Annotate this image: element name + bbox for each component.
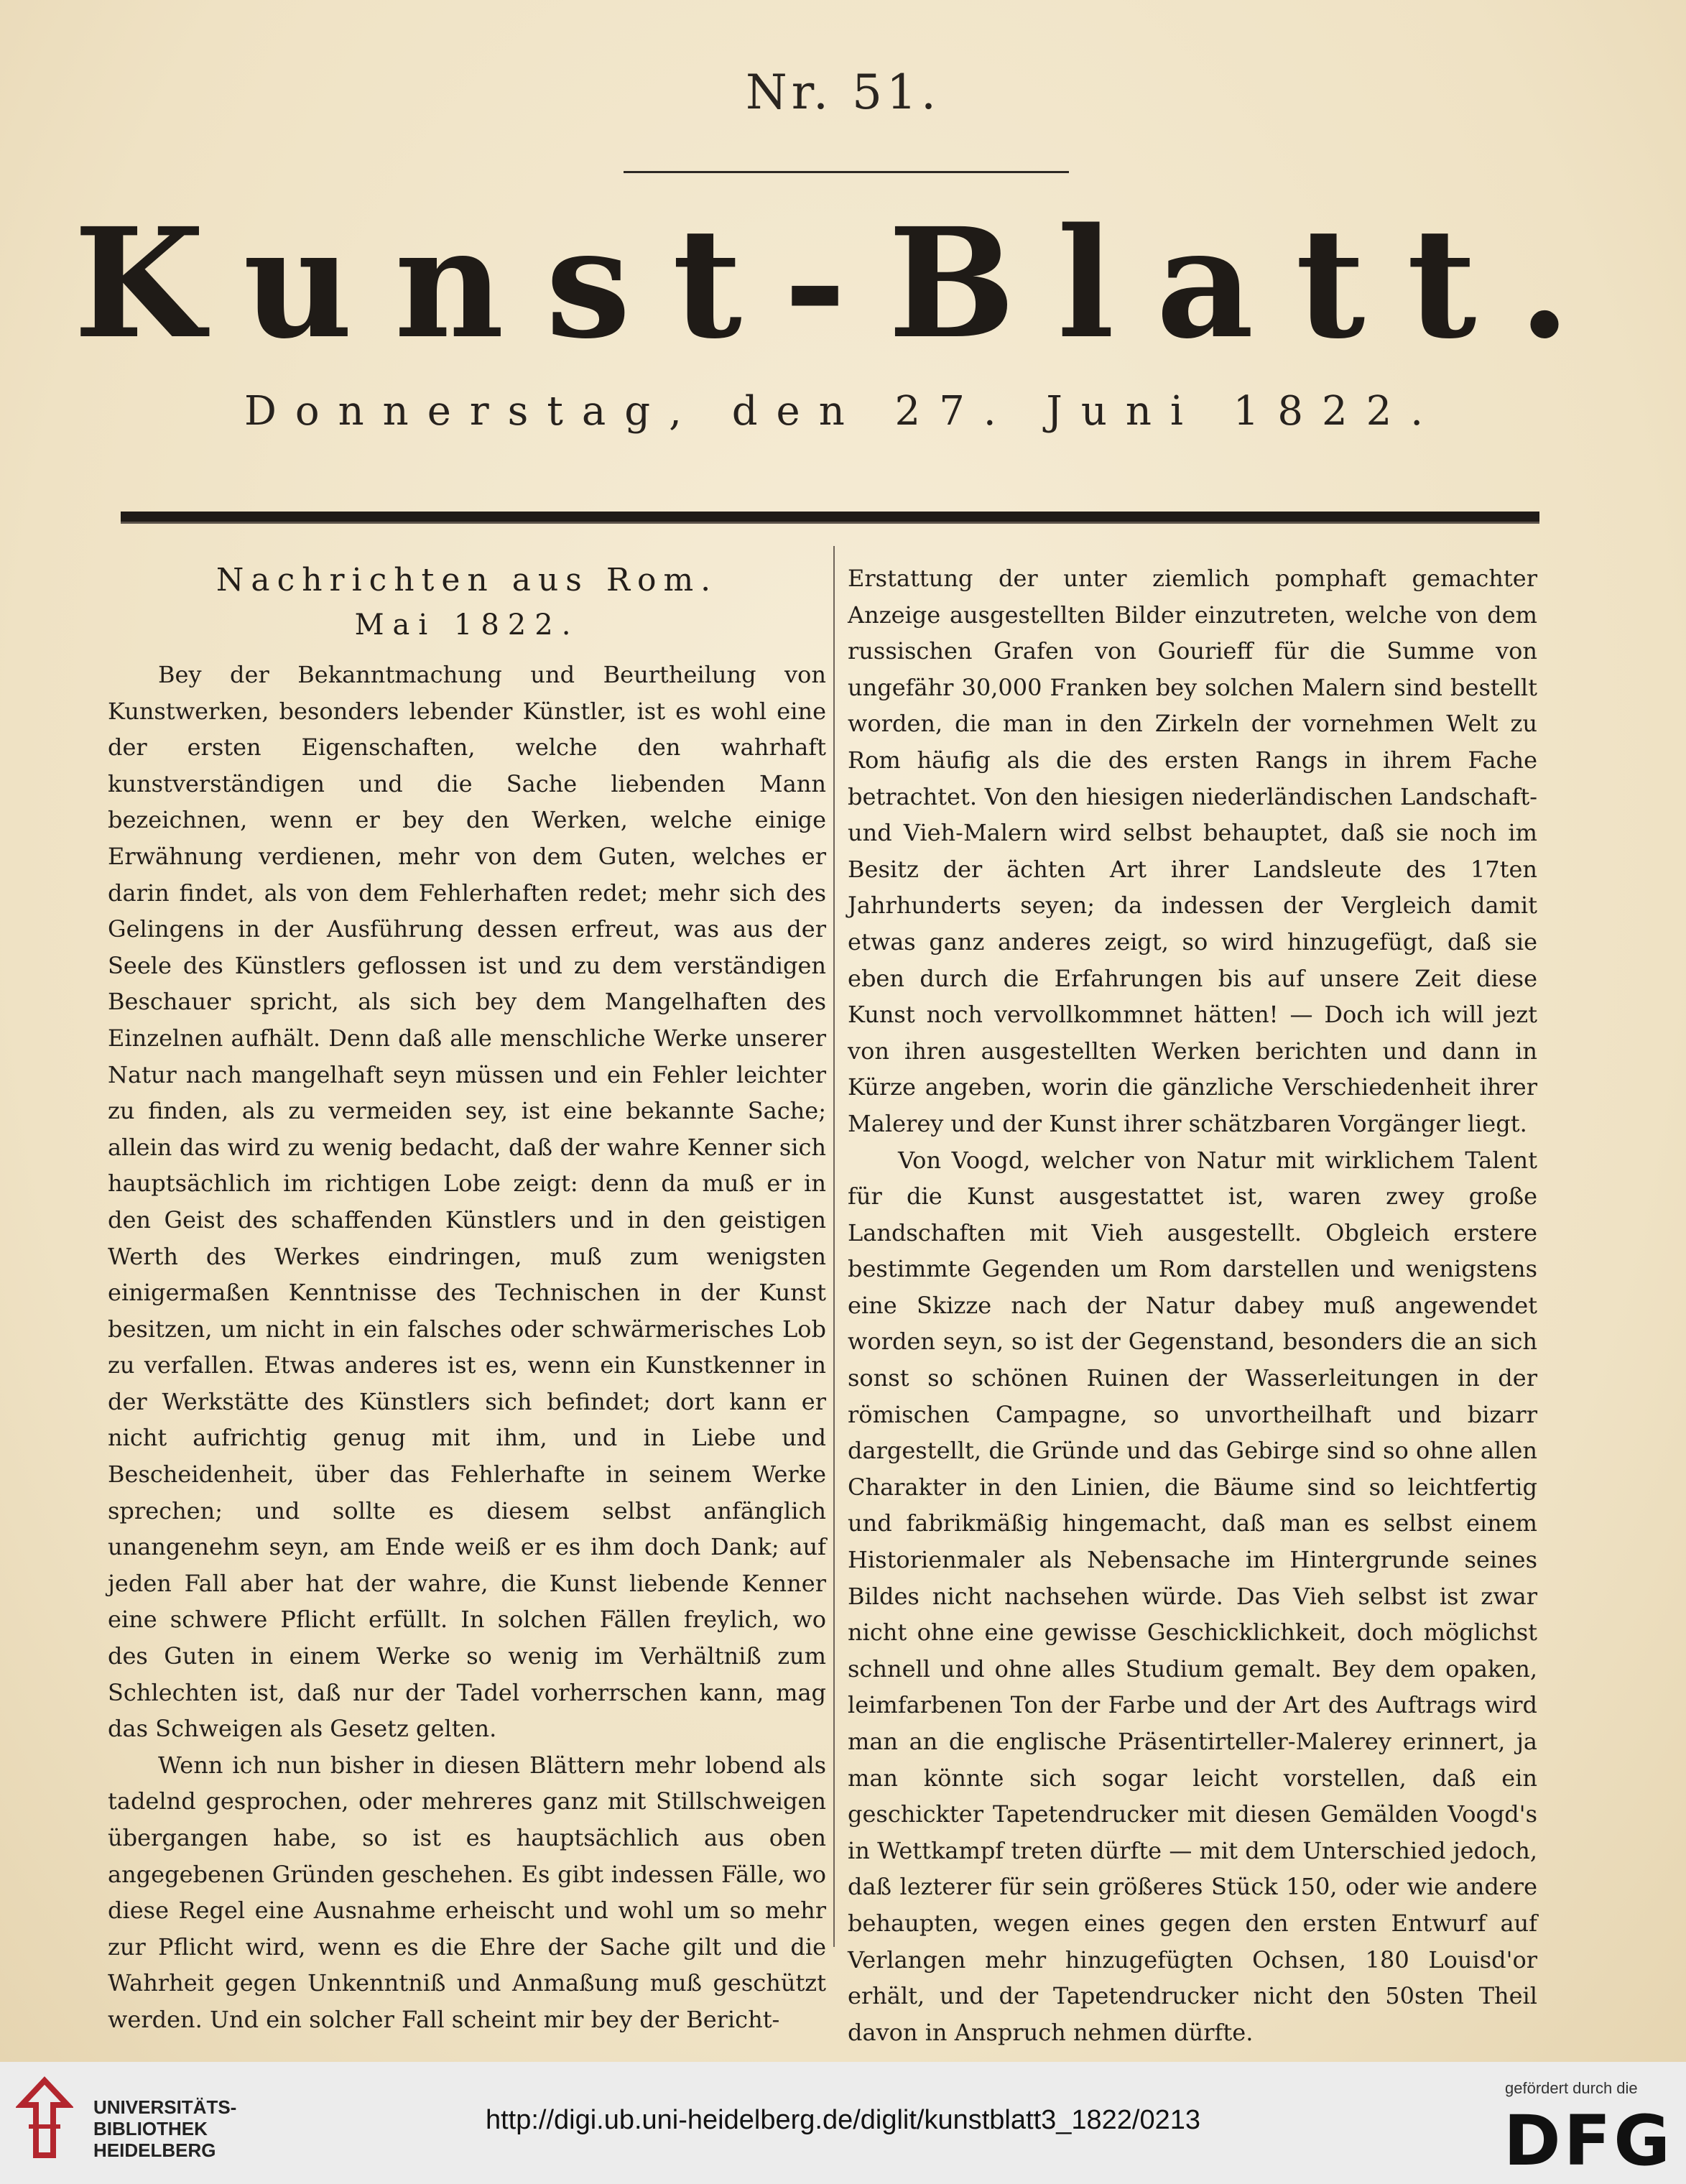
viewer-footer [0, 2062, 1686, 2184]
article-subtitle: Mai 1822. [354, 609, 580, 642]
masthead-title: Kunst-Blatt. [73, 195, 1613, 372]
left-column [108, 560, 826, 2038]
article-title: Nachrichten aus Rom. [216, 562, 718, 598]
column-divider [833, 546, 835, 1947]
paragraph: Erstattung der unter ziemlich pomphaft gemachter Anzeige ausgestellten Bilder einzutreten, welche von dem russischen Grafen von Gourieff für die Summe von ungefähr 30,000 Franken bey solchen Malern sind bestellt worden, die man in den Zirkeln der vornehmen Welt zu Rom häufig als die des ersten Rangs in ihrem Fache betrachtet. Von den hiesigen niederländischen Landschaft- und Vieh-Malern wird selbst behauptet, daß sie noch im Besitz der ächten Art ihrer Landsleute des 17ten Jahrhunderts seyen; da indessen der Vergleich damit etwas ganz anderes zeigt, so wird hinzugefügt, daß sie eben durch die Erfahrungen bis auf unsere Zeit diese Kunst noch vervollkommnet hätten! — Doch ich will jezt von ihren ausgestellten Werken berichten und dann in Kürze angeben, worin die gänzliche Verschiedenheit ihrer Malerey und der Kunst ihrer schätzbaren Vorgänger liegt. [848, 565, 1537, 1137]
issue-number: Nr. 51. [746, 65, 940, 120]
paragraph: Wenn ich nun bisher in diesen Blättern mehr lobend als tadelnd gesprochen, oder mehreres ganz mit Stillschweigen übergangen habe, so ist es hauptsächlich aus oben angegebenen Gründen geschehen. Es gibt indessen Fälle, wo diese Regel eine Ausnahme erheischt und wohl um so mehr zur Pflicht wird, wenn es die Ehre der Sache gilt und die Wahrheit gegen Unkenntniß und Anmaßung muß geschützt werden. Und ein solcher Fall scheint mir bey der Bericht- [108, 1751, 826, 2033]
permalink-url[interactable]: http://digi.ub.uni-heidelberg.de/diglit/kunstblatt3_1822/0213 [485, 2105, 1201, 2135]
sponsor-label: gefördert durch die [1505, 2079, 1638, 2097]
thick-rule [121, 512, 1539, 524]
right-column [848, 560, 1537, 2050]
paragraph: Bey der Bekanntmachung und Beurtheilung von Kunstwerken, besonders lebender Künstler, ist es wohl eine der ersten Eigenschaften, welche den wahrhaft kunstverständigen und die Sache liebenden Mann bezeichnen, wenn er bey den Werken, welche einige Erwähnung verdienen, mehr von dem Guten, welches er darin findet, als von dem Fehlerhaften redet; mehr sich des Gelingens in der Ausführung dessen erfreut, was aus der Seele des Künstlers geflossen ist und zu dem verständigen Beschauer spricht, als sich bey dem Mangelhaften des Einzelnen aufhält. Denn daß alle menschliche Werke unserer Natur nach mangelhaft seyn müssen und ein Fehler leichter zu finden, als zu vermeiden sey, ist eine bekannte Sache; allein das wird zu wenig bedacht, daß der wahre Kenner sich hauptsächlich im richtigen Lobe zeigt: denn da muß er in den Geist des schaffenden Künstlers und in den geistigen Werth des Werkes eindringen, muß zum wenigsten einigermaßen Kenntnisse des Technischen in der Kunst besitzen, um nicht in ein falsches oder schwärmerisches Lob zu verfallen. Etwas anderes ist es, wenn ein Kunstkenner in der Werkstätte des Künstlers sich befindet; dort kann er nicht aufrichtig genug mit ihm, und in Liebe und Bescheidenheit, über das Fehlerhafte in seinem Werke sprechen; und sollte es diesem selbst anfänglich unangenehm seyn, am Ende weiß er es ihm doch Dank; auf jeden Fall aber hat der wahre, die Kunst liebende Kenner eine schwere Pflicht erfüllt. In solchen Fällen freylich, wo des Guten in einem Werke so wenig im Verhältniß zum Schlechten ist, daß nur der Tadel vorherrschen kann, mag das Schweigen als Gesetz gelten. [108, 661, 826, 1743]
rule-under-issue [624, 171, 1069, 173]
paragraph: Von Voogd, welcher von Natur mit wirklichem Talent für die Kunst ausgestattet ist, waren zwey große Landschaften mit Vieh ausgestellt. Obgleich erstere bestimmte Gegenden um Rom darstellen und wenigstens eine Skizze nach der Natur dabey muß angewendet worden seyn, so ist der Gegenstand, besonders die an sich sonst so schönen Ruinen der Wasserleitungen in der römischen Campagne, so unvortheilhaft und bizarr dargestellt, die Gründe und das Gebirge sind so ohne allen Charakter in den Linien, die Bäume sind so leichtfertig und fabrikmäßig hingemacht, daß man es selbst einem Historienmaler als Nebensache im Hintergrunde seines Bildes nicht nachsehen würde. Das Vieh selbst ist zwar nicht ohne eine gewisse Geschicklichkeit, doch möglichst schnell und ohne alles Studium gemalt. Bey dem opaken, leimfarbenen Ton der Farbe und der Art des Auftrags wird man an die englische Präsentirteller-Malerey erinnert, ja man könnte sich sogar leicht vorstellen, daß ein geschickter Tapetendrucker mit diesen Gemälden Voogd's in Wettkampf treten dürfte — mit dem Unterschied jedoch, daß lezterer für sein größeres Stück 150, oder wie andere behaupten, wegen eines gegen den ersten Entwurf auf Verlangen mehr hinzugefügten Ochsen, 180 Louisd'or erhält, und der Tapetendrucker nicht den 50sten Theil davon in Anspruch nehmen dürfte. [848, 1146, 1537, 2046]
library-name: UNIVERSITÄTS- BIBLIOTHEK HEIDELBERG [93, 2096, 237, 2161]
dfg-logo: DFG [1504, 2101, 1674, 2181]
dateline: Donnerstag, den 27. Juni 1822. [244, 388, 1442, 435]
